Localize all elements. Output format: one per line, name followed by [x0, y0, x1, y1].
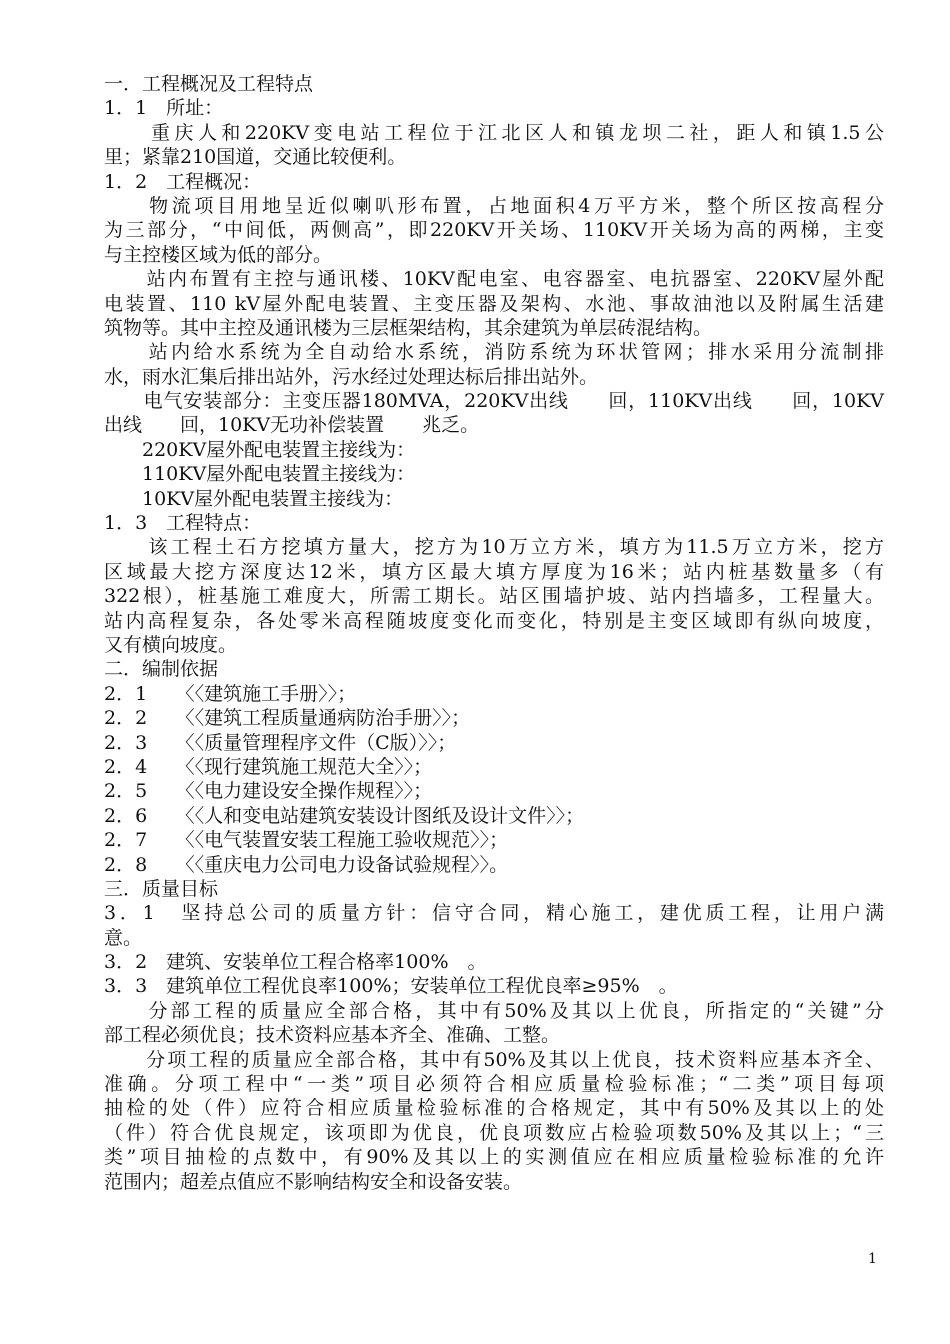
paragraph-line: 抽检的处（件）应符合相应质量检验标准的合格规定，其中有50%及其以上的处: [104, 1097, 884, 1120]
paragraph-line: 3．1 坚持总公司的质量方针：信守合同，精心施工，建优质工程，让用户满: [104, 902, 884, 925]
paragraph-line: 站内布置有主控与通讯楼、10KV配电室、电容器室、电抗器室、220KV屋外配: [104, 268, 884, 291]
paragraph-line: 重庆人和220KV变电站工程位于江北区人和镇龙坝二社，距人和镇1.5公: [104, 121, 884, 144]
reference-item: 2．1 〈〈建筑施工手册〉〉；: [104, 682, 357, 705]
reference-item: 2．4 〈〈现行建筑施工规范大全〉〉；: [104, 755, 433, 778]
reference-item: 2．3 〈〈质量管理程序文件（C版）〉〉；: [104, 731, 457, 754]
paragraph-line: 电装置、110 kV屋外配电装置、主变压器及架构、水池、事故油池以及附属生活建: [104, 292, 884, 315]
subheading-1-2: 1．2 工程概况：: [104, 170, 262, 193]
paragraph-line: 筑物等。其中主控及通讯楼为三层框架结构，其余建筑为单层砖混结构。: [104, 316, 713, 339]
reference-item: 2．2 〈〈建筑工程质量通病防治手册〉〉；: [104, 707, 471, 730]
paragraph-line: 出线 回，10KV无功补偿装置 兆乏。: [104, 414, 480, 437]
subheading-1-3: 1．3 工程特点：: [104, 512, 262, 535]
paragraph-line: 3．3 建筑单位工程优良率100%；安装单位工程优良率≥95% 。: [104, 975, 678, 998]
subheading-1-1: 1．1 所址：: [104, 97, 224, 120]
paragraph-line: 区域最大挖方深度达12米，填方区最大填方厚度为16米；站内桩基数量多（有: [104, 560, 884, 583]
reference-item: 2．6 〈〈人和变电站建筑安装设计图纸及设计文件〉〉；: [104, 804, 585, 827]
paragraph-line: 意。: [104, 926, 143, 949]
paragraph-line: 电气安装部分：主变压器180MVA，220KV出线 回，110KV出线 回，10KV: [104, 390, 884, 413]
paragraph-line: 范围内；超差点值应不影响结构安全和设备安装。: [104, 1170, 523, 1193]
paragraph-line: 水，雨水汇集后排出站外，污水经过处理达标后排出站外。: [104, 365, 599, 388]
paragraph-line: 为三部分，“中间低，两侧高”，即220KV开关场、110KV开关场为高的两梯，主变: [104, 219, 884, 242]
reference-item: 2．8 〈〈重庆电力公司电力设备试验规程〉〉。: [104, 853, 509, 876]
paragraph-line: 分部工程的质量应全部合格，其中有50%及其以上优良，所指定的“关键”分: [104, 999, 884, 1022]
reference-item: 2．5 〈〈电力建设安全操作规程〉〉；: [104, 780, 433, 803]
paragraph-line: 分项工程的质量应全部合格，其中有50%及其以上优良，技术资料应基本齐全、: [104, 1048, 884, 1071]
paragraph-line: 里；紧靠210国道，交通比较便利。: [104, 146, 407, 169]
page-number: 1: [868, 1251, 877, 1267]
paragraph-line: 部工程必须优良；技术资料应基本齐全、准确、工整。: [104, 1024, 561, 1047]
paragraph-line: （件）符合优良规定，该项即为优良，优良项数应占检验项数50%及其以上；“三: [104, 1121, 884, 1144]
paragraph-line: 站内高程复杂，各处零米高程随坡度变化而变化，特别是主变区域即有纵向坡度，: [104, 609, 884, 632]
paragraph-line: 与主控楼区域为低的部分。: [104, 243, 333, 266]
paragraph-line: 物流项目用地呈近似喇叭形布置，占地面积4万平方米，整个所区按高程分: [104, 194, 884, 217]
paragraph-line: 220KV屋外配电装置主接线为：: [104, 438, 416, 461]
paragraph-line: 类”项目抽检的点数中，有90%及其以上的实测值应在相应质量检验标准的允许: [104, 1146, 884, 1169]
paragraph-line: 322根），桩基施工难度大，所需工期长。站区围墙护坡、站内挡墙多，工程量大。: [104, 585, 884, 608]
paragraph-line: 该工程土石方挖填方量大，挖方为10万立方米，填方为11.5万立方米，挖方: [104, 536, 884, 559]
paragraph-line: 110KV屋外配电装置主接线为：: [104, 463, 416, 486]
reference-item: 2．7 〈〈电气装置安装工程施工验收规范〉〉；: [104, 829, 509, 852]
heading-section-2: 二．编制依据: [104, 658, 219, 681]
paragraph-line: 又有横向坡度。: [104, 633, 238, 656]
paragraph-line: 准确。分项工程中“一类”项目必须符合相应质量检验标准；“二类”项目每项: [104, 1073, 884, 1096]
document-body: [104, 72, 884, 1194]
heading-section-1: 一．工程概况及工程特点: [104, 73, 314, 95]
paragraph-line: 站内给水系统为全自动给水系统，消防系统为环状管网；排水采用分流制排: [104, 341, 884, 364]
paragraph-line: 3．2 建筑、安装单位工程合格率100% 。: [104, 951, 487, 974]
heading-section-3: 三．质量目标: [104, 877, 219, 900]
paragraph-line: 10KV屋外配电装置主接线为：: [104, 487, 404, 510]
